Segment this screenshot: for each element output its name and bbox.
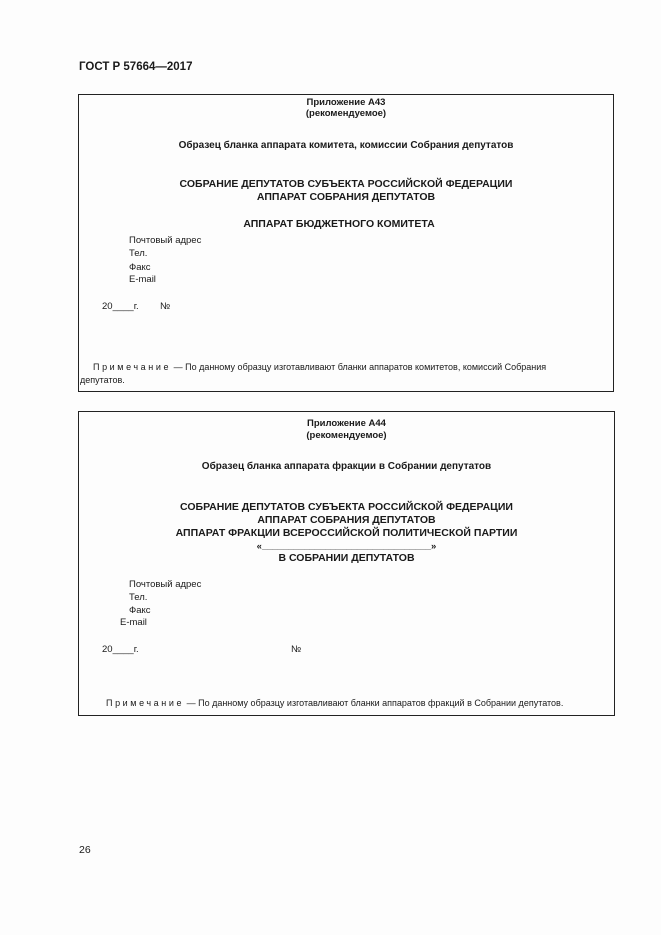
a43-note: [80, 361, 610, 387]
a43-heading-line-2: АППАРАТ СОБРАНИЯ ДЕПУТАТОВ: [256, 191, 436, 203]
a44-heading-line-1: СОБРАНИЕ ДЕПУТАТОВ СУБЪЕКТА РОССИЙСКОЙ ФЕДЕРАЦИИ: [180, 501, 513, 513]
appendix-a44-title: Образец бланка аппарата фракции в Собрании депутатов: [201, 461, 492, 472]
a44-number-field: №: [291, 644, 302, 655]
appendix-a43-box: [78, 94, 614, 392]
a44-heading-line-5: В СОБРАНИИ ДЕПУТАТОВ: [278, 552, 415, 564]
a43-number-field: №: [160, 301, 171, 312]
a43-note-label: Примечание: [93, 362, 172, 372]
a44-field-fax: Факс: [129, 605, 151, 616]
a43-field-fax: Факс: [129, 262, 151, 273]
a44-field-postal-address: Почтовый адрес: [129, 579, 202, 590]
a43-field-phone: Тел.: [129, 248, 148, 259]
a44-field-phone: Тел.: [129, 592, 148, 603]
page-number: 26: [79, 844, 91, 856]
a44-party-name-blank: «________________________________»: [256, 541, 437, 552]
appendix-a44-label: Приложение А44: [307, 418, 386, 429]
appendix-a43-status: (рекомендуемое): [305, 108, 387, 119]
a43-field-email: E-mail: [129, 274, 156, 285]
a43-field-postal-address: Почтовый адрес: [129, 235, 202, 246]
a43-subheading: АППАРАТ БЮДЖЕТНОГО КОМИТЕТА: [243, 218, 435, 230]
a44-note-label: Примечание: [106, 698, 185, 708]
a43-note-text: — По данному образцу изготавливают бланки аппаратов комитетов, комиссий Собрания: [171, 362, 547, 372]
a43-note-text-continued: депутатов.: [80, 375, 125, 385]
document-standard-header: ГОСТ Р 57664—2017: [79, 61, 193, 73]
a44-field-email: E-mail: [120, 617, 147, 628]
a44-note-text: — По данному образцу изготавливают бланки аппаратов фракций в Собрании депутатов.: [184, 698, 564, 708]
a43-heading-line-1: СОБРАНИЕ ДЕПУТАТОВ СУБЪЕКТА РОССИЙСКОЙ ФЕДЕРАЦИИ: [179, 178, 513, 190]
appendix-a44-box: [78, 411, 615, 716]
appendix-a43-label: Приложение А43: [306, 97, 386, 108]
a44-heading-line-3: АППАРАТ ФРАКЦИИ ВСЕРОССИЙСКОЙ ПОЛИТИЧЕСКОЙ ПАРТИИ: [175, 527, 518, 539]
appendix-a43-title: Образец бланка аппарата комитета, комиссии Собрания депутатов: [178, 140, 514, 151]
a44-note: [106, 697, 563, 710]
a43-date-field: 20____г.: [102, 301, 139, 312]
appendix-a44-status: (рекомендуемое): [306, 430, 387, 441]
a44-heading-line-2: АППАРАТ СОБРАНИЯ ДЕПУТАТОВ: [257, 514, 436, 526]
a44-date-field: 20____г.: [102, 644, 139, 655]
